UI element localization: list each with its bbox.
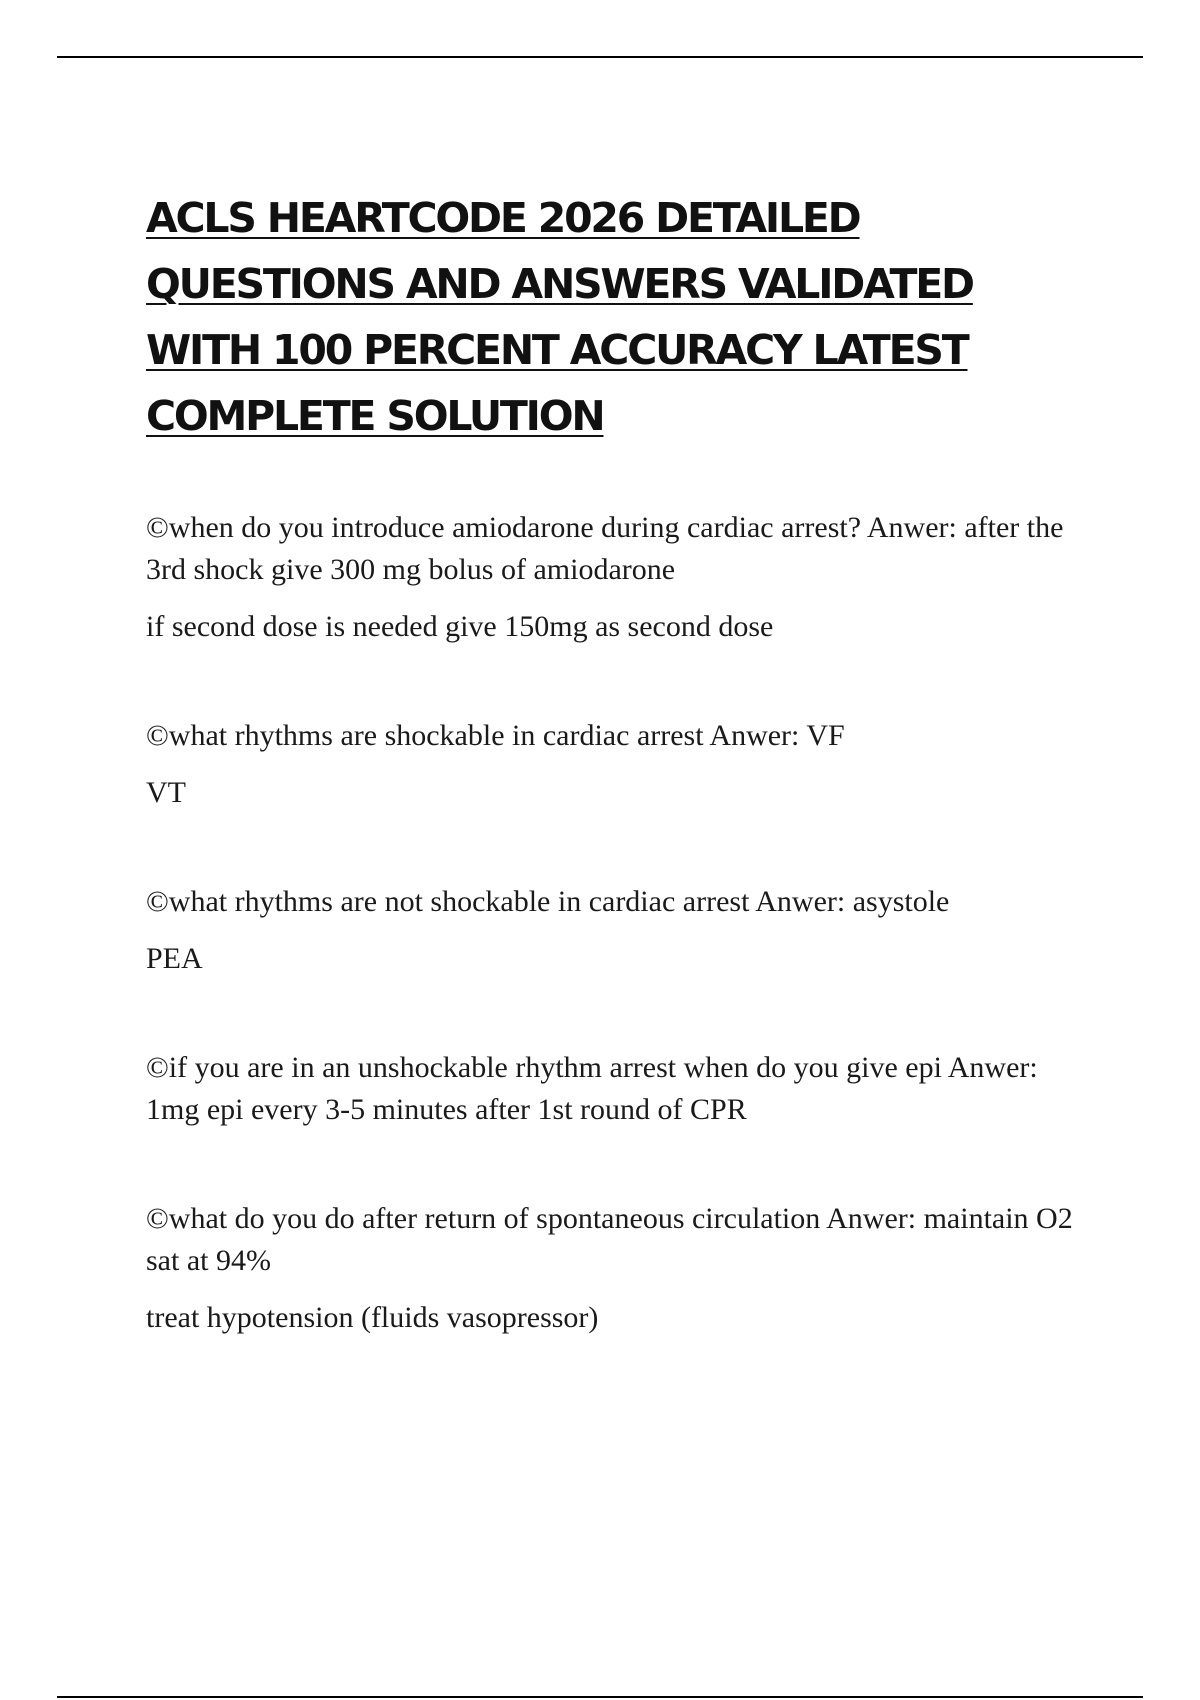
top-rule bbox=[57, 56, 1143, 58]
document-title-text: ACLS HEARTCODE 2026 DETAILED QUESTIONS AND ANSWERS VALIDATED WITH 100 PERCENT ACCURACY LATEST COMPLETE SOLUTION bbox=[146, 194, 973, 440]
qa-list bbox=[146, 507, 1096, 1339]
qa-question: ©if you are in an unshockable rhythm arrest when do you give epi Anwer: 1mg epi every 3-5 minutes after 1st round of CPR bbox=[146, 1051, 1038, 1126]
qa-item bbox=[146, 715, 1096, 814]
qa-question: ©what rhythms are shockable in cardiac arrest Anwer: VF bbox=[146, 719, 845, 752]
qa-answer-continuation: treat hypotension (fluids vasopressor) bbox=[146, 1301, 599, 1334]
qa-answer-continuation: VT bbox=[146, 776, 186, 809]
qa-question: ©what rhythms are not shockable in cardiac arrest Anwer: asystole bbox=[146, 885, 950, 918]
qa-question: ©what do you do after return of spontaneous circulation Anwer: maintain O2 sat at 94% bbox=[146, 1202, 1073, 1277]
document-body bbox=[146, 185, 1096, 1339]
qa-item bbox=[146, 881, 1096, 980]
qa-question: ©when do you introduce amiodarone during cardiac arrest? Anwer: after the 3rd shock give 300 mg bolus of amiodarone bbox=[146, 511, 1064, 586]
qa-item bbox=[146, 1047, 1096, 1131]
document-title bbox=[146, 185, 1096, 449]
qa-answer-continuation: if second dose is needed give 150mg as second dose bbox=[146, 610, 774, 643]
qa-item bbox=[146, 1198, 1096, 1339]
bottom-rule bbox=[57, 1696, 1143, 1698]
qa-item bbox=[146, 507, 1096, 648]
qa-answer-continuation: PEA bbox=[146, 942, 203, 975]
